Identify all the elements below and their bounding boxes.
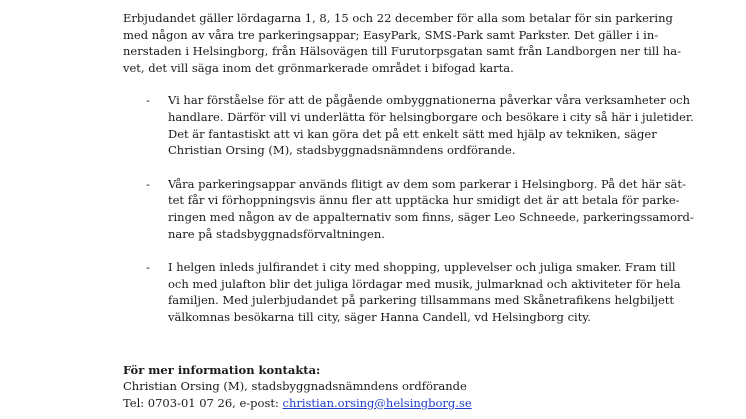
- quote-line: I helgen inleds julfirandet i city med shopping, upplevelser och juliga smaker. Fram till: [168, 260, 676, 275]
- quote-line: Det är fantastiskt att vi kan göra det på ett enkelt sätt med hjälp av tekniken, säger: [168, 126, 657, 141]
- contact-name: Christian Orsing (M), stadsbyggnadsnämndens ordförande: [123, 379, 467, 394]
- contact-heading: För mer information kontakta:: [123, 362, 321, 377]
- quote-line: välkomnas besökarna till city, säger Hanna Candell, vd Helsingborg city.: [168, 309, 591, 324]
- quote-line: nare på stadsbyggnadsförvaltningen.: [168, 226, 385, 241]
- intro-line: med någon av våra tre parkeringsappar; EasyPark, SMS-Park samt Parkster. Det gäller i in-: [123, 27, 659, 42]
- intro-line: Erbjudandet gäller lördagarna 1, 8, 15 och 22 december för alla som betalar för sin parkering: [123, 11, 673, 25]
- quote-line: Christian Orsing (M), stadsbyggnadsnämndens ordförande.: [168, 143, 516, 158]
- contact-phone-line: [123, 395, 663, 412]
- intro-line: nerstaden i Helsingborg, från Hälsovägen till Furutorpsgatan samt från Landborgen ner till ha-: [123, 44, 681, 59]
- bullet-dash: -: [146, 260, 150, 275]
- quote-orsing: [123, 92, 694, 158]
- quote-candell: [123, 259, 681, 325]
- quote-line: tet får vi förhoppningsvis ännu fler att upptäcka hur smidigt det är att betala för parke-: [168, 193, 680, 208]
- contact-phone: Tel: 0703-01 07 26, e-post:: [123, 395, 283, 410]
- quote-line: Vi har förståelse för att de pågående ombyggnationerna påverkar våra verksamheter och: [168, 93, 691, 108]
- quote-line: ringen med någon av de appalternativ som finns, säger Leo Schneede, parkeringssamord-: [168, 209, 694, 224]
- document-page: [123, 10, 694, 411]
- contact-block: [123, 362, 663, 412]
- quote-line: handlare. Därför vill vi underlätta för helsingborgare och besökare i city så här i juletider.: [168, 109, 694, 124]
- intro-paragraph: [123, 10, 681, 76]
- bullet-dash: -: [146, 93, 150, 108]
- quote-line: och med julafton blir det juliga lördagar med musik, julmarknad och aktiviteter för hela: [168, 276, 681, 291]
- quote-schneede: [123, 176, 694, 242]
- bullet-dash: -: [146, 176, 150, 191]
- intro-line: vet, det vill säga inom det grönmarkerade området i bifogad karta.: [123, 60, 514, 75]
- quote-line: Våra parkeringsappar används flitigt av dem som parkerar i Helsingborg. På det här sät-: [168, 176, 686, 191]
- contact-email-link[interactable]: christian.orsing@helsingborg.se: [282, 395, 472, 410]
- quote-line: familjen. Med julerbjudandet på parkering tillsammans med Skånetrafikens helgbiljett: [168, 293, 675, 308]
